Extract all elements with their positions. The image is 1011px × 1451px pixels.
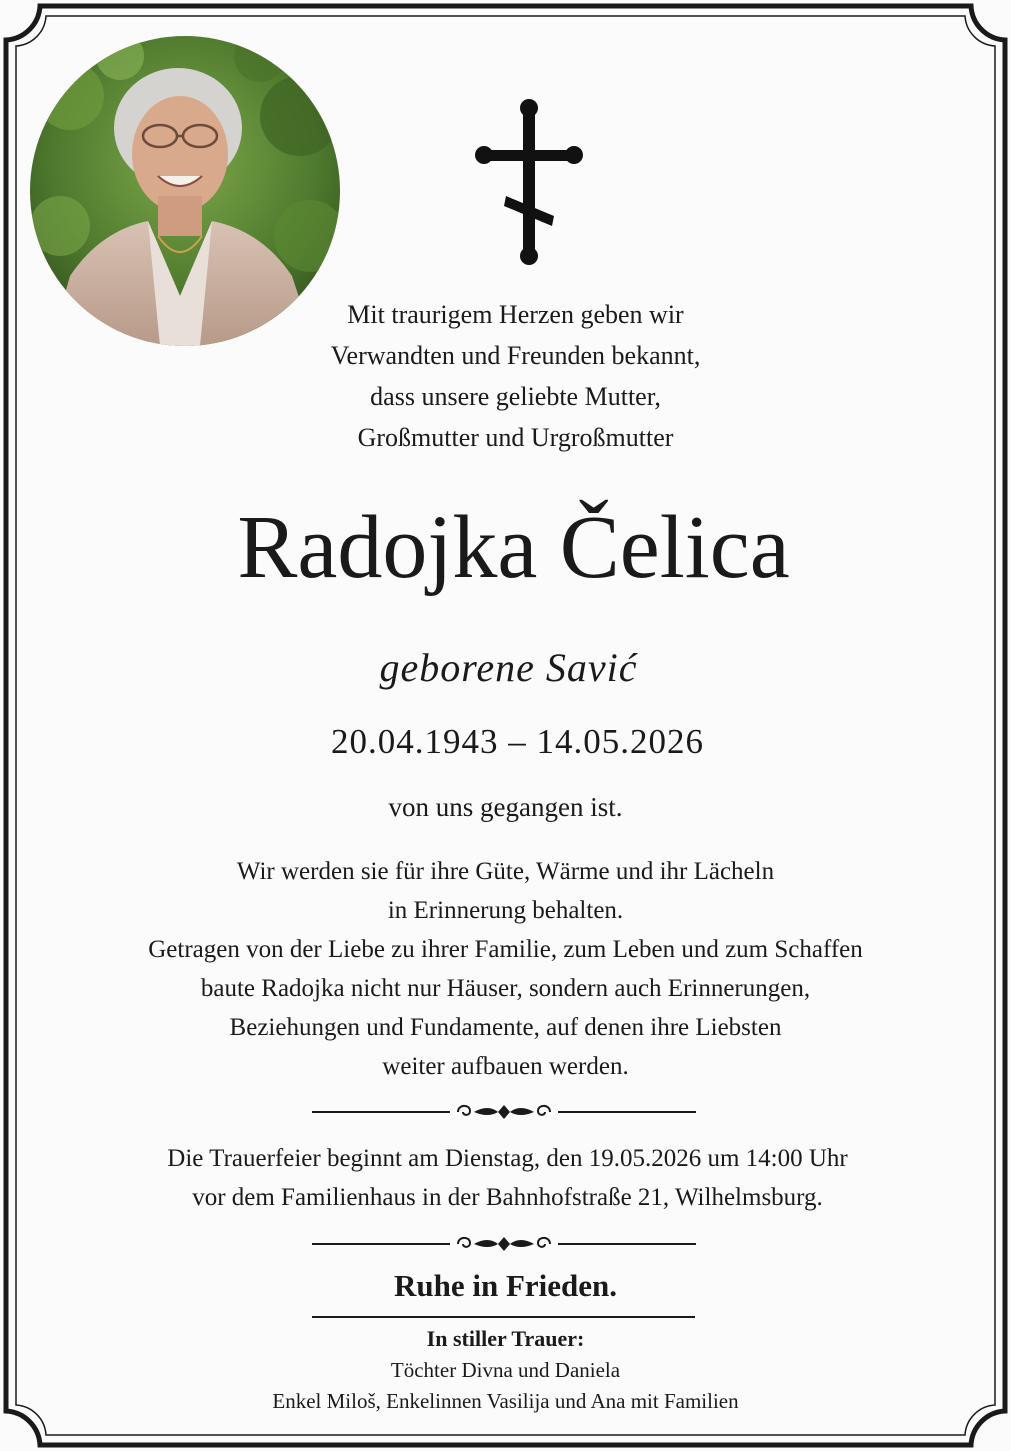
mourners-title: In stiller Trauer: bbox=[426, 1326, 585, 1351]
mourners-list bbox=[0, 1355, 1011, 1417]
tribute-line: baute Radojka nicht nur Häuser, sondern auch Erinnerungen, bbox=[200, 975, 811, 1002]
tribute-line: weiter aufbauen werden. bbox=[382, 1053, 629, 1080]
birth-name: geborene Savić bbox=[379, 645, 638, 690]
mourner-line: Töchter Divna und Daniela bbox=[390, 1358, 621, 1382]
tribute-text bbox=[0, 852, 1011, 1086]
intro-line: Verwandten und Freunden bekannt, bbox=[330, 341, 701, 370]
intro-line: dass unsere geliebte Mutter, bbox=[370, 382, 661, 411]
ceremony-info bbox=[2, 1139, 1011, 1217]
farewell-text: Ruhe in Frieden. bbox=[393, 1268, 618, 1303]
tribute-line: Getragen von der Liebe zu ihrer Familie, zum Leben und zum Schaffen bbox=[148, 936, 863, 963]
divider-line bbox=[312, 1316, 695, 1318]
ceremony-line: Die Trauerfeier beginnt am Dienstag, den 19.05.2026 um 14:00 Uhr bbox=[167, 1145, 848, 1172]
ceremony-line: vor dem Familienhaus in der Bahnhofstraße 21, Wilhelmsburg. bbox=[192, 1184, 823, 1211]
mourner-line: Enkel Miloš, Enkelinnen Vasilija und Ana mit Familien bbox=[272, 1389, 739, 1413]
deceased-name: Radojka Čelica bbox=[237, 498, 790, 597]
intro-line: Mit traurigem Herzen geben wir bbox=[347, 300, 684, 329]
tribute-line: Wir werden sie für ihre Güte, Wärme und ihr Lächeln bbox=[236, 858, 775, 885]
intro-text bbox=[10, 294, 1011, 458]
ornamental-divider bbox=[312, 1102, 696, 1122]
intro-line: Großmutter und Urgroßmutter bbox=[357, 423, 674, 452]
tribute-line: in Erinnerung behalten. bbox=[387, 897, 624, 924]
ornamental-divider bbox=[312, 1234, 696, 1254]
departed-line: von uns gegangen ist. bbox=[388, 792, 623, 822]
life-dates: 20.04.1943 – 14.05.2026 bbox=[331, 722, 704, 761]
tribute-line: Beziehungen und Fundamente, auf denen ihre Liebsten bbox=[229, 1014, 782, 1041]
orthodox-cross-icon bbox=[472, 98, 586, 268]
